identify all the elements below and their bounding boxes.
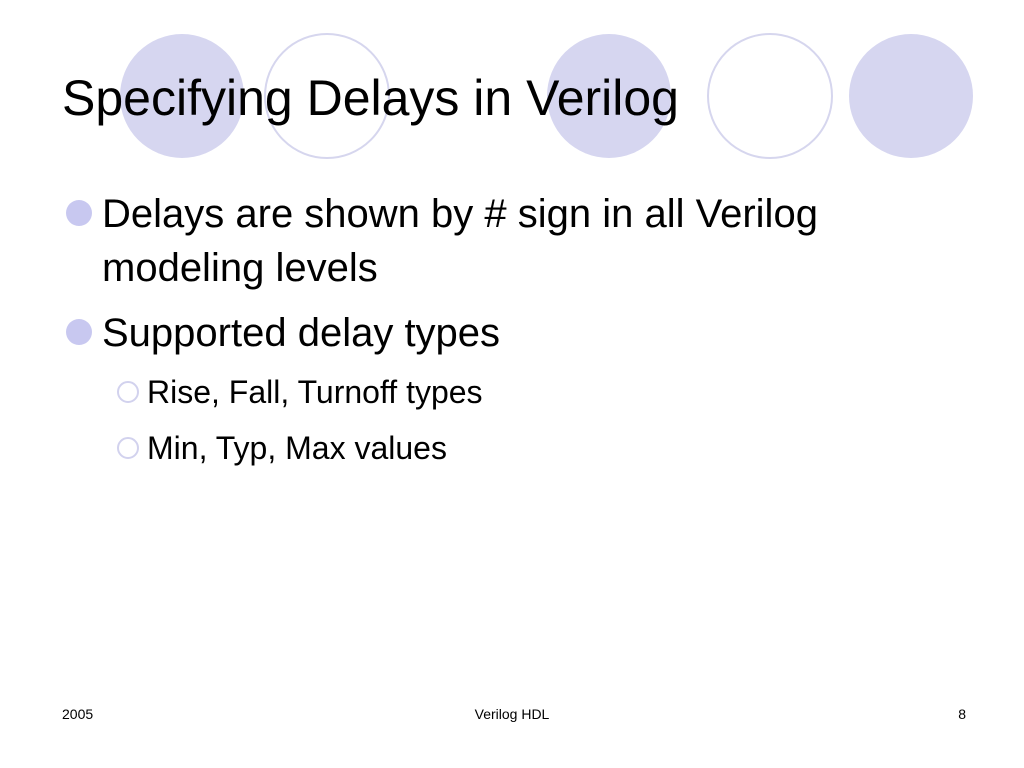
bullet-item	[102, 187, 962, 295]
footer-title: Verilog HDL	[474, 706, 550, 722]
bullet-dot-icon	[66, 319, 92, 345]
bullet-text: Supported delay types	[102, 311, 501, 355]
bullet-text: Delays are shown by # sign in all Verilog modeling levels	[102, 192, 818, 290]
sub-bullet-text: Rise, Fall, Turnoff types	[147, 374, 483, 410]
slide-title: Specifying Delays in Verilog	[62, 70, 679, 126]
bullet-item	[102, 306, 962, 360]
bullet-dot-icon	[66, 200, 92, 226]
bullet-ring-icon	[117, 381, 139, 403]
sub-bullet-text: Min, Typ, Max values	[147, 430, 447, 466]
decorative-circle-filled	[849, 34, 973, 158]
decorative-circle-outline	[707, 33, 833, 159]
footer-page-number: 8	[958, 706, 966, 722]
bullet-ring-icon	[117, 437, 139, 459]
sub-bullet-item	[147, 428, 447, 468]
sub-bullet-item	[147, 372, 483, 412]
footer-date: 2005	[62, 706, 94, 722]
